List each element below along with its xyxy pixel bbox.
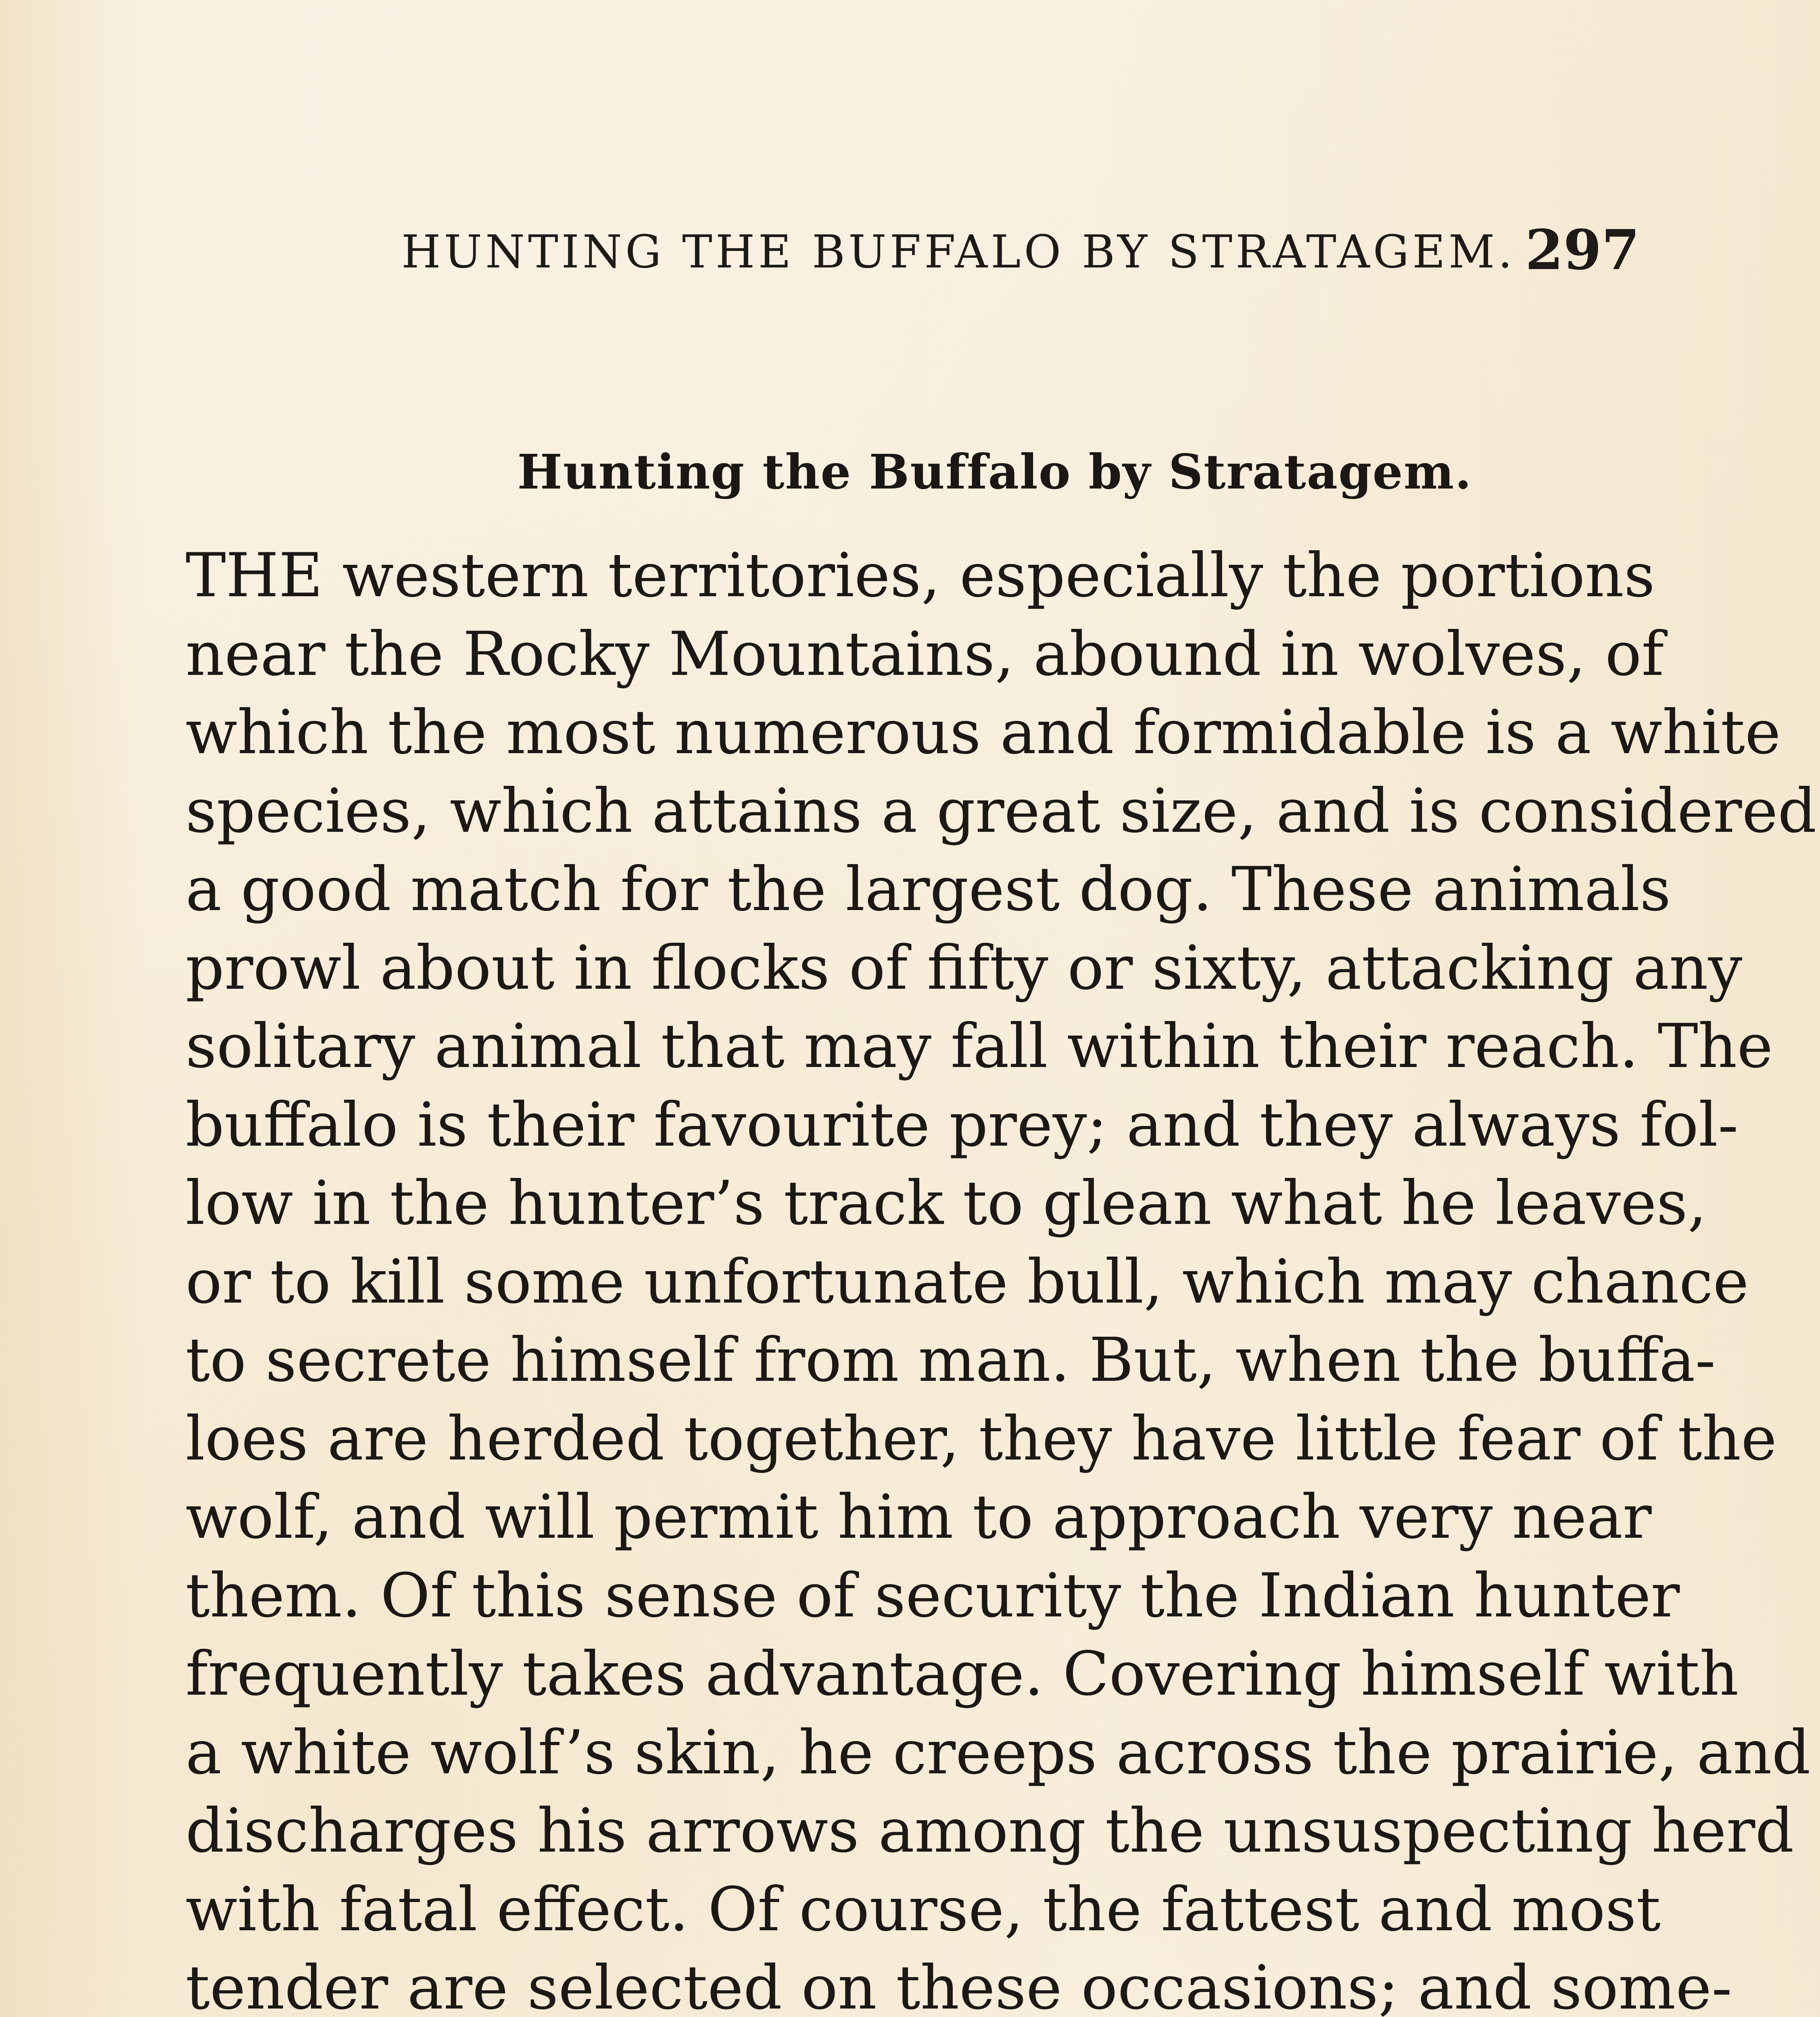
text-line: solitary animal that may fall within their reach. The <box>186 1011 1773 1082</box>
text-line: frequently takes advantage. Covering himself with <box>186 1639 1739 1709</box>
text-line: THE western territories, especially the portions <box>186 541 1655 611</box>
section-title: Hunting the Buffalo by Stratagem. <box>517 444 1472 500</box>
text-line: a good match for the largest dog. These animals <box>186 854 1671 925</box>
text-line: to secrete himself from man. But, when the buffa- <box>186 1325 1716 1395</box>
text-line: wolf, and will permit him to approach very near <box>186 1482 1652 1552</box>
running-head-title: HUNTING THE BUFFALO BY STRATAGEM. <box>401 226 1516 278</box>
text-line: low in the hunter’s track to glean what he leaves, <box>186 1168 1707 1238</box>
text-line: them. Of this sense of security the Indian hunter <box>186 1560 1680 1631</box>
text-line: which the most numerous and formidable is a white <box>186 697 1781 768</box>
page-number: 297 <box>1525 218 1640 282</box>
text-line: discharges his arrows among the unsuspecting herd <box>186 1796 1794 1866</box>
text-line: near the Rocky Mountains, abound in wolves, of <box>186 619 1664 689</box>
text-line: a white wolf’s skin, he creeps across the prairie, and <box>186 1717 1811 1788</box>
running-head <box>401 218 1640 299</box>
text-line: or to kill some unfortunate bull, which may chance <box>186 1247 1749 1317</box>
text-line: with fatal effect. Of course, the fattest and most <box>186 1874 1661 1945</box>
text-line: species, which attains a great size, and is considered <box>186 776 1817 846</box>
text-line: prowl about in flocks of fifty or sixty, attacking any <box>186 933 1743 1003</box>
text-line: loes are herded together, they have little fear of the <box>186 1403 1777 1474</box>
text-line: tender are selected on these occasions; and some- <box>186 1953 1732 2017</box>
text-line: buffalo is their favourite prey; and they always fol- <box>186 1090 1739 1160</box>
body-text <box>186 537 1817 2017</box>
